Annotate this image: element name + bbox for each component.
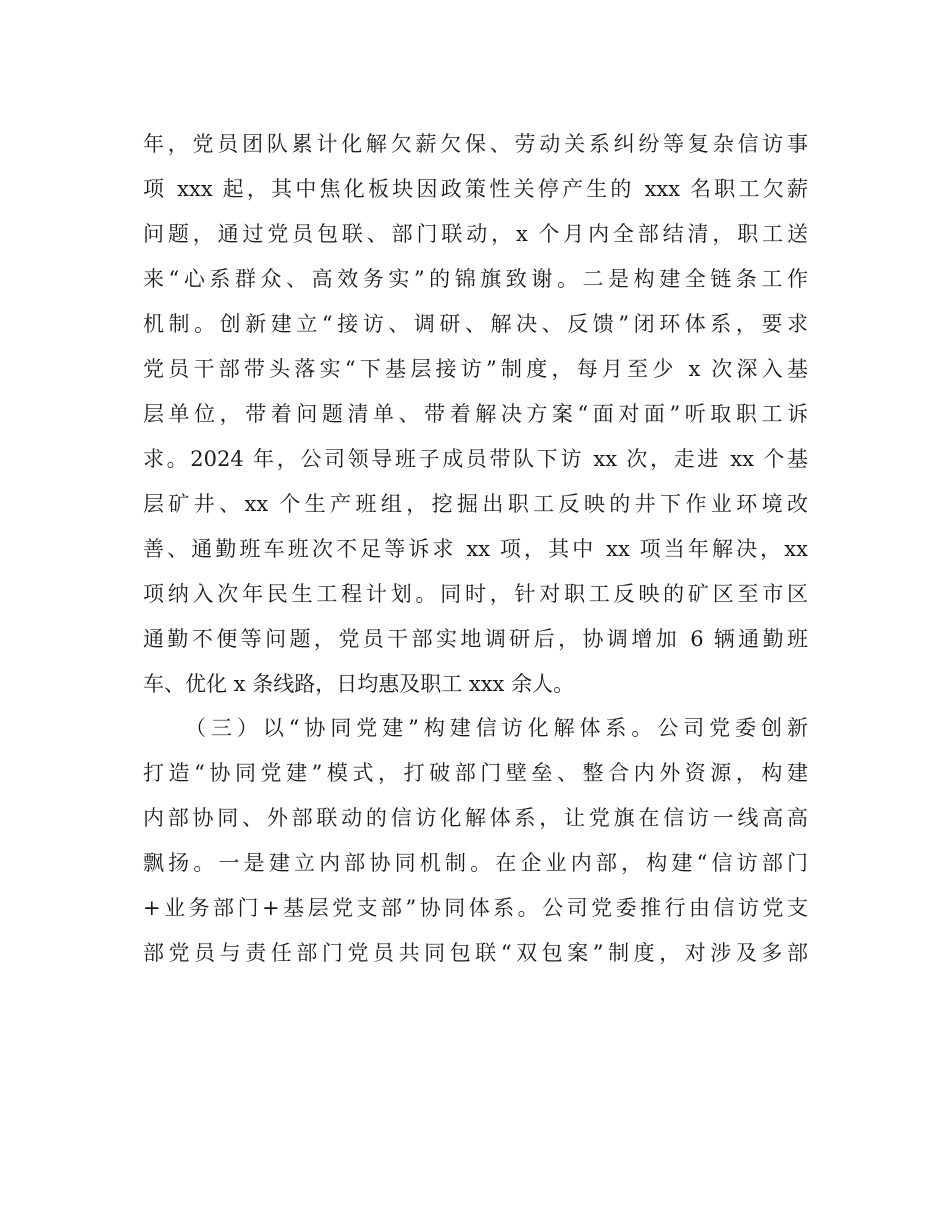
text-line: 飘扬。一是建立内部协同机制。在企业内部，构建“信访部门 — [143, 851, 808, 875]
text-line: 党员干部带头落实“下基层接访”制度，每月至少 x 次深入基 — [143, 357, 808, 381]
text-line: 年，党员团队累计化解欠薪欠保、劳动关系纠纷等复杂信访事 — [143, 132, 808, 156]
text-line: 项纳入次年民生工程计划。同时，针对职工反映的矿区至市区 — [143, 582, 808, 606]
text-line: 车、优化 x 条线路，日均惠及职工 xxx 余人。 — [143, 672, 575, 696]
paragraph-2 — [143, 706, 808, 976]
section-heading-line: （三）以“协同党建”构建信访化解体系。公司党委创新 — [185, 716, 808, 740]
text-line: 求。2024 年，公司领导班子成员带队下访 xx 次，走进 xx 个基 — [143, 447, 808, 471]
text-line: 机制。创新建立“接访、调研、解决、反馈”闭环体系，要求 — [143, 312, 808, 336]
text-line: 通勤不便等问题，党员干部实地调研后，协调增加 6 辆通勤班 — [143, 627, 808, 651]
text-line: 层单位，带着问题清单、带着解决方案“面对面”听取职工诉 — [143, 402, 808, 426]
text-line: 来“心系群众、高效务实”的锦旗致谢。二是构建全链条工作 — [143, 267, 808, 291]
text-line: 项 xxx 起，其中焦化板块因政策性关停产生的 xxx 名职工欠薪 — [143, 177, 808, 201]
text-line: 打造“协同党建”模式，打破部门壁垒、整合内外资源，构建 — [143, 761, 808, 785]
text-line: 问题，通过党员包联、部门联动，x 个月内全部结清，职工送 — [143, 222, 808, 246]
text-line: 内部协同、外部联动的信访化解体系，让党旗在信访一线高高 — [143, 806, 808, 830]
paragraph-1 — [143, 122, 808, 707]
text-line: 善、通勤班车班次不足等诉求 xx 项，其中 xx 项当年解决，xx — [143, 537, 808, 561]
text-line: 部党员与责任部门党员共同包联“双包案”制度，对涉及多部 — [143, 941, 808, 965]
text-line: +业务部门+基层党支部”协同体系。公司党委推行由信访党支 — [143, 896, 808, 920]
text-line: 层矿井、xx 个生产班组，挖掘出职工反映的井下作业环境改 — [143, 492, 808, 516]
